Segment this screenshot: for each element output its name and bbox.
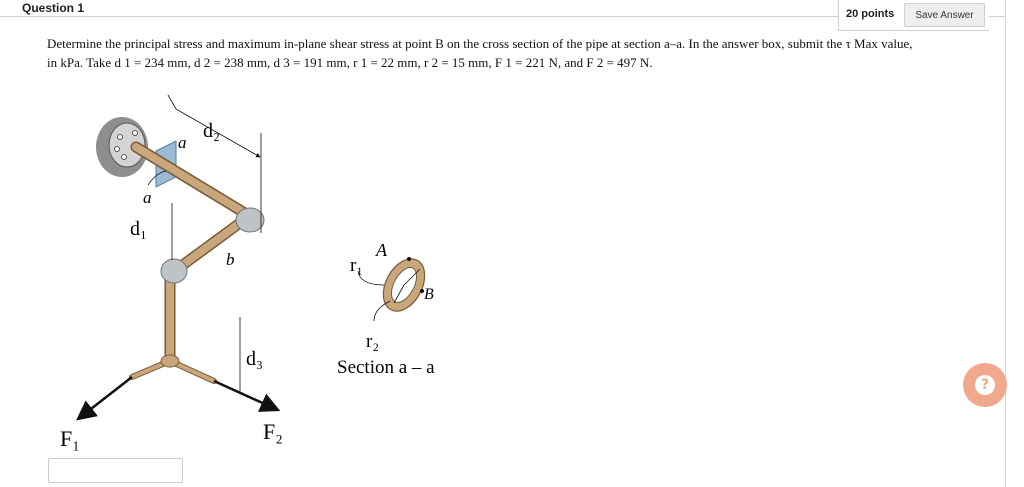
save-answer-button[interactable]: Save Answer [904, 3, 985, 27]
tee-joint [161, 355, 179, 367]
content-border [1005, 0, 1006, 487]
elbow-joint-upper [236, 208, 264, 232]
question-title: Question 1 [22, 1, 85, 15]
label-b: b [226, 250, 235, 269]
label-point-b: B [424, 286, 434, 303]
force-f1-arrow [78, 377, 132, 419]
label-a-top: a [178, 133, 187, 152]
label-point-a: A [376, 240, 387, 260]
elbow-joint-lower [161, 259, 187, 283]
cross-section-a-a [358, 252, 433, 321]
question-prompt [47, 34, 977, 72]
label-r2: r₂ [366, 331, 379, 352]
answer-input[interactable] [48, 458, 183, 483]
label-f2: F₂ [263, 419, 283, 444]
label-d1: d₁ [130, 218, 147, 240]
force-f2-arrow [214, 381, 278, 410]
label-a-left: a [143, 188, 152, 207]
label-f1: F₁ [60, 426, 80, 451]
prompt-line-2: in kPa. Take d 1 = 234 mm, d 2 = 238 mm, d 3 = 191 mm, r 1 = 22 mm, r 2 = 15 mm, F 1 = 221 N, and F 2 = 497 N. [47, 55, 653, 70]
question-mark-icon: ? [975, 375, 995, 395]
help-button[interactable] [963, 363, 1007, 407]
label-d2: d₂ [203, 120, 220, 142]
points-label: 20 points [846, 8, 895, 20]
label-d3: d₃ [246, 348, 263, 370]
prompt-line-1: Determine the principal stress and maximum in-plane shear stress at point B on the cross section of the pipe at section a–a. In the answer box, submit the τ Max value, [47, 36, 913, 51]
section-caption: Section a – a [337, 357, 435, 378]
pipe-figure [40, 85, 480, 457]
label-r1: r₁ [350, 255, 363, 276]
